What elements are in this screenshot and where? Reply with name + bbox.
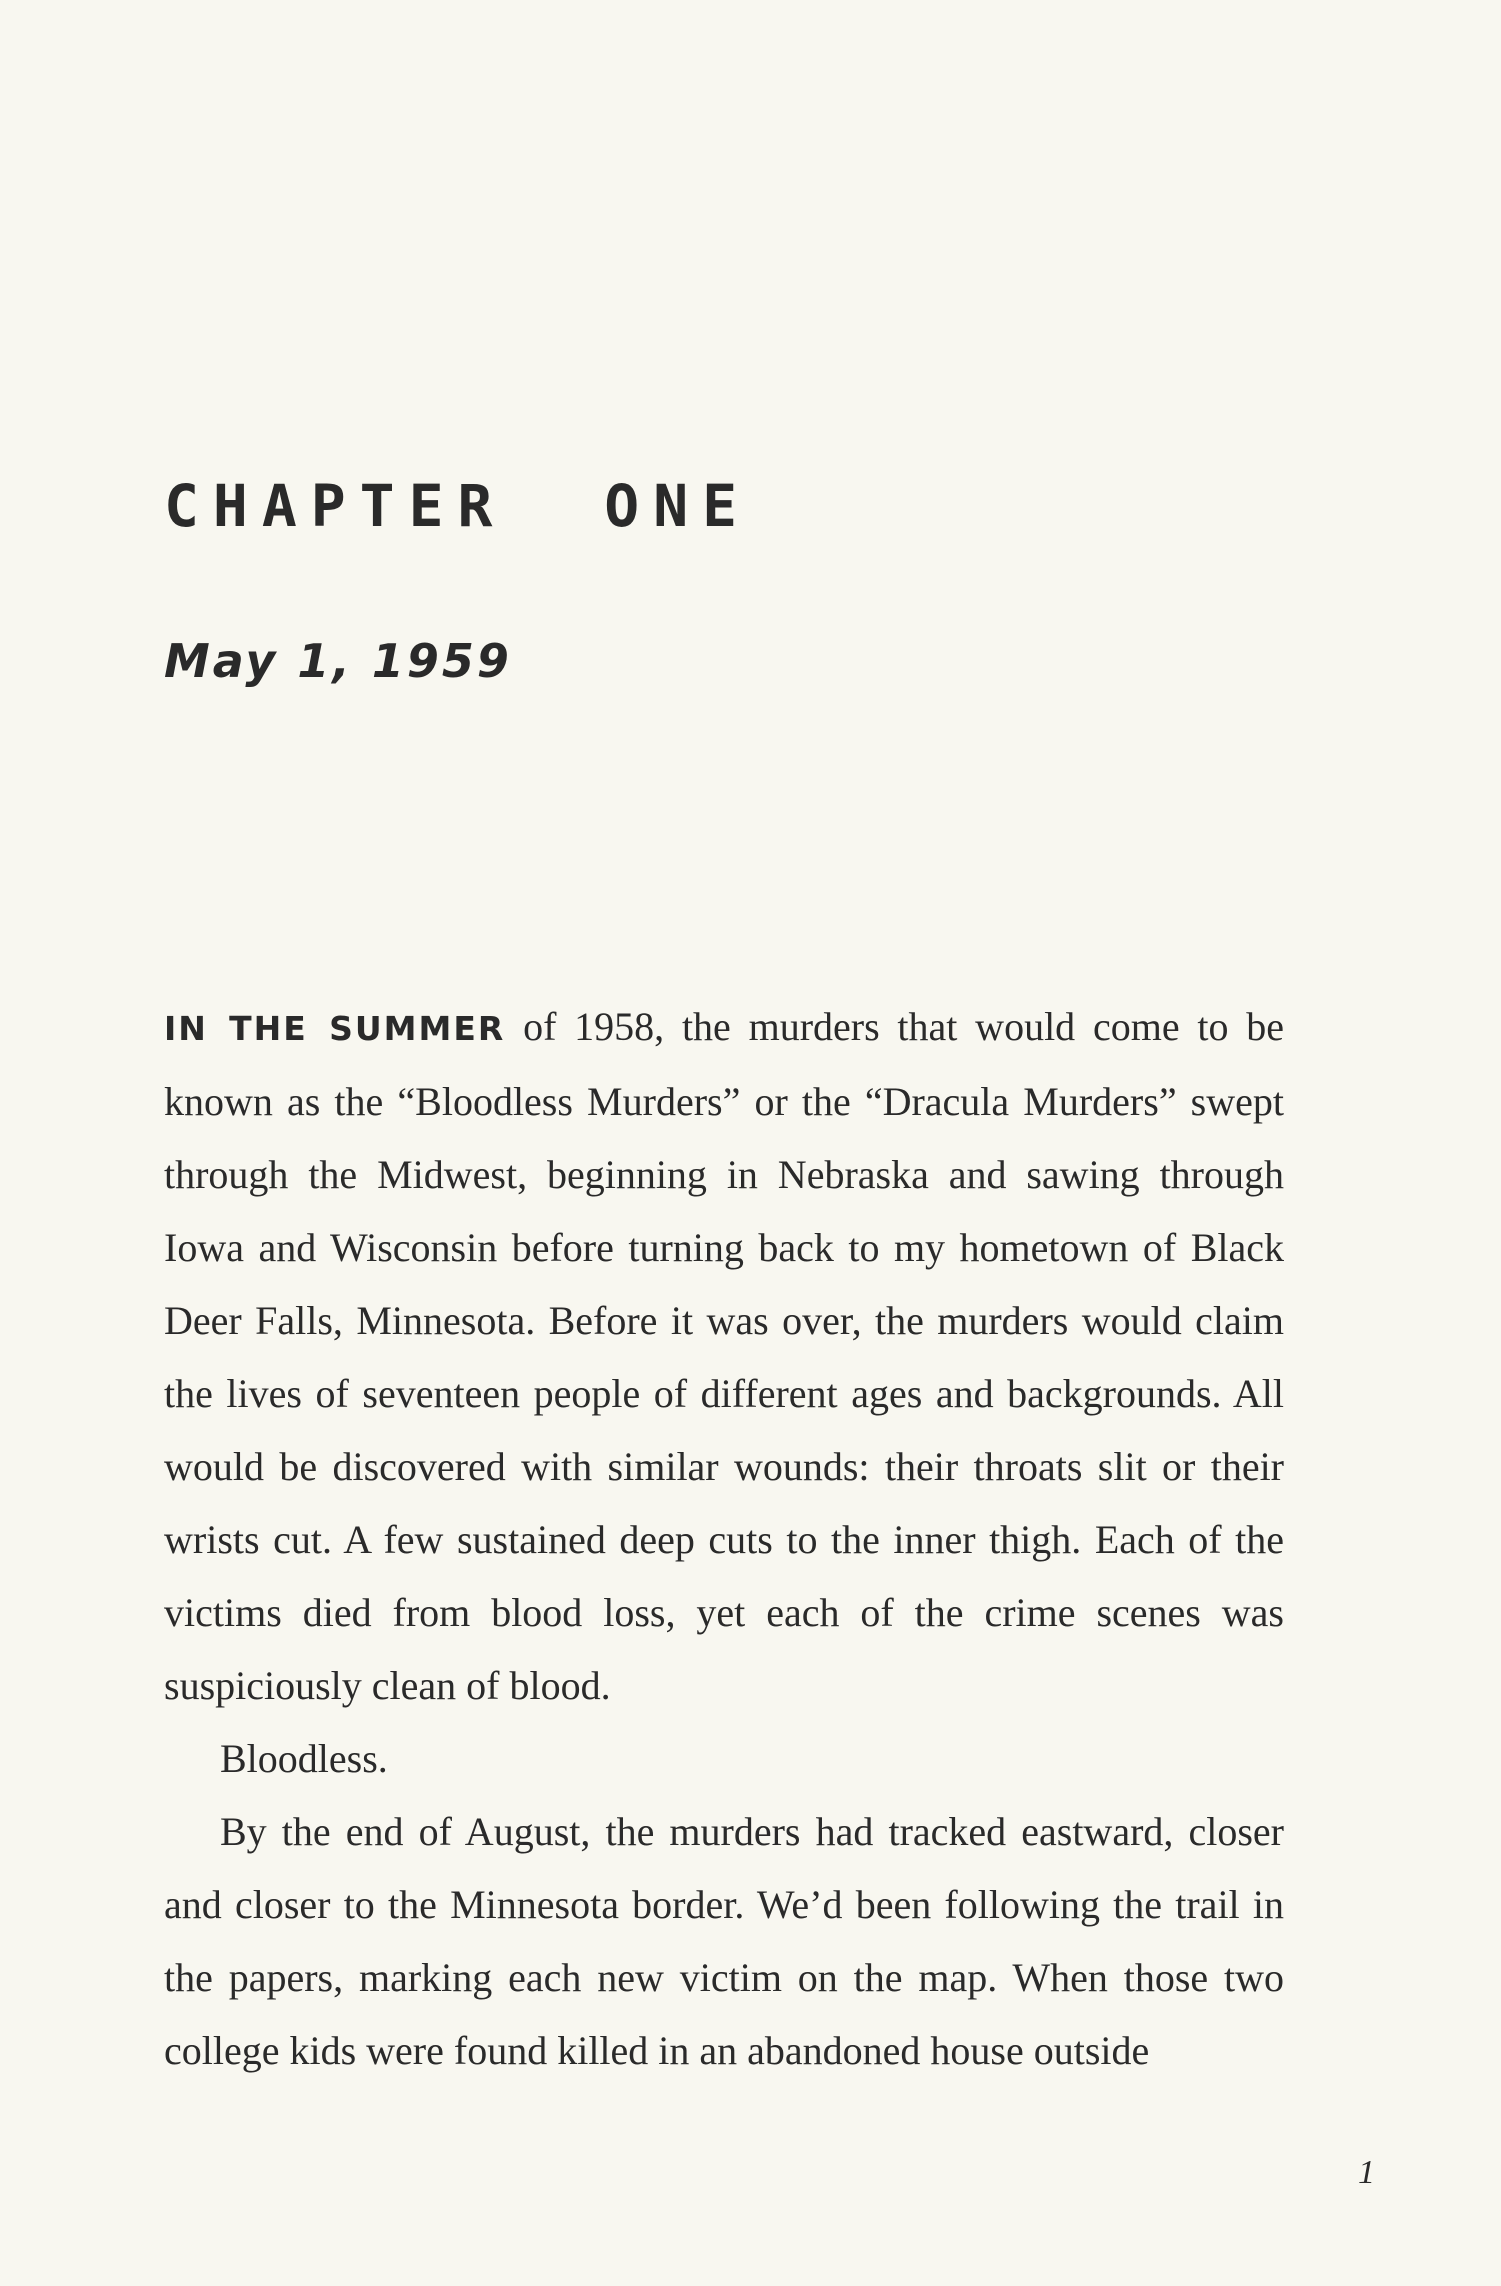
paragraph-1-text: of 1958, the murders that would come to be known as the “Bloodless Murders” or the “Dracula Murders” swept through the Midwest, beginning in Nebraska and sawing through Iowa and Wisconsin before turning back to my hometown of Black Deer Falls, Minnesota. Before it was over, the murders would claim the lives of seventeen people of different ages and backgrounds. All would be discovered with similar wounds: their throats slit or their wrists cut. A few sustained deep cuts to the inner thigh. Each of the victims died from blood loss, yet each of the crime scenes was suspiciously clean of blood. [164,1004,1284,1708]
paragraph-2: Bloodless. [220,1736,388,1781]
lead-in: IN THE SUMMER [164,1009,506,1048]
page-number: 1 [1358,2154,1375,2191]
chapter-date: May 1, 1959 [164,634,512,688]
paragraph-1 [164,990,1284,1722]
chapter-title: CHAPTER ONE [164,472,752,540]
paragraph-3: By the end of August, the murders had tracked eastward, closer and closer to the Minnesota border. We’d been following the trail in the papers, marking each new victim on the map. When those two college kids were found killed in an abandoned house outside [164,1809,1284,2073]
body-text [164,990,1284,2087]
